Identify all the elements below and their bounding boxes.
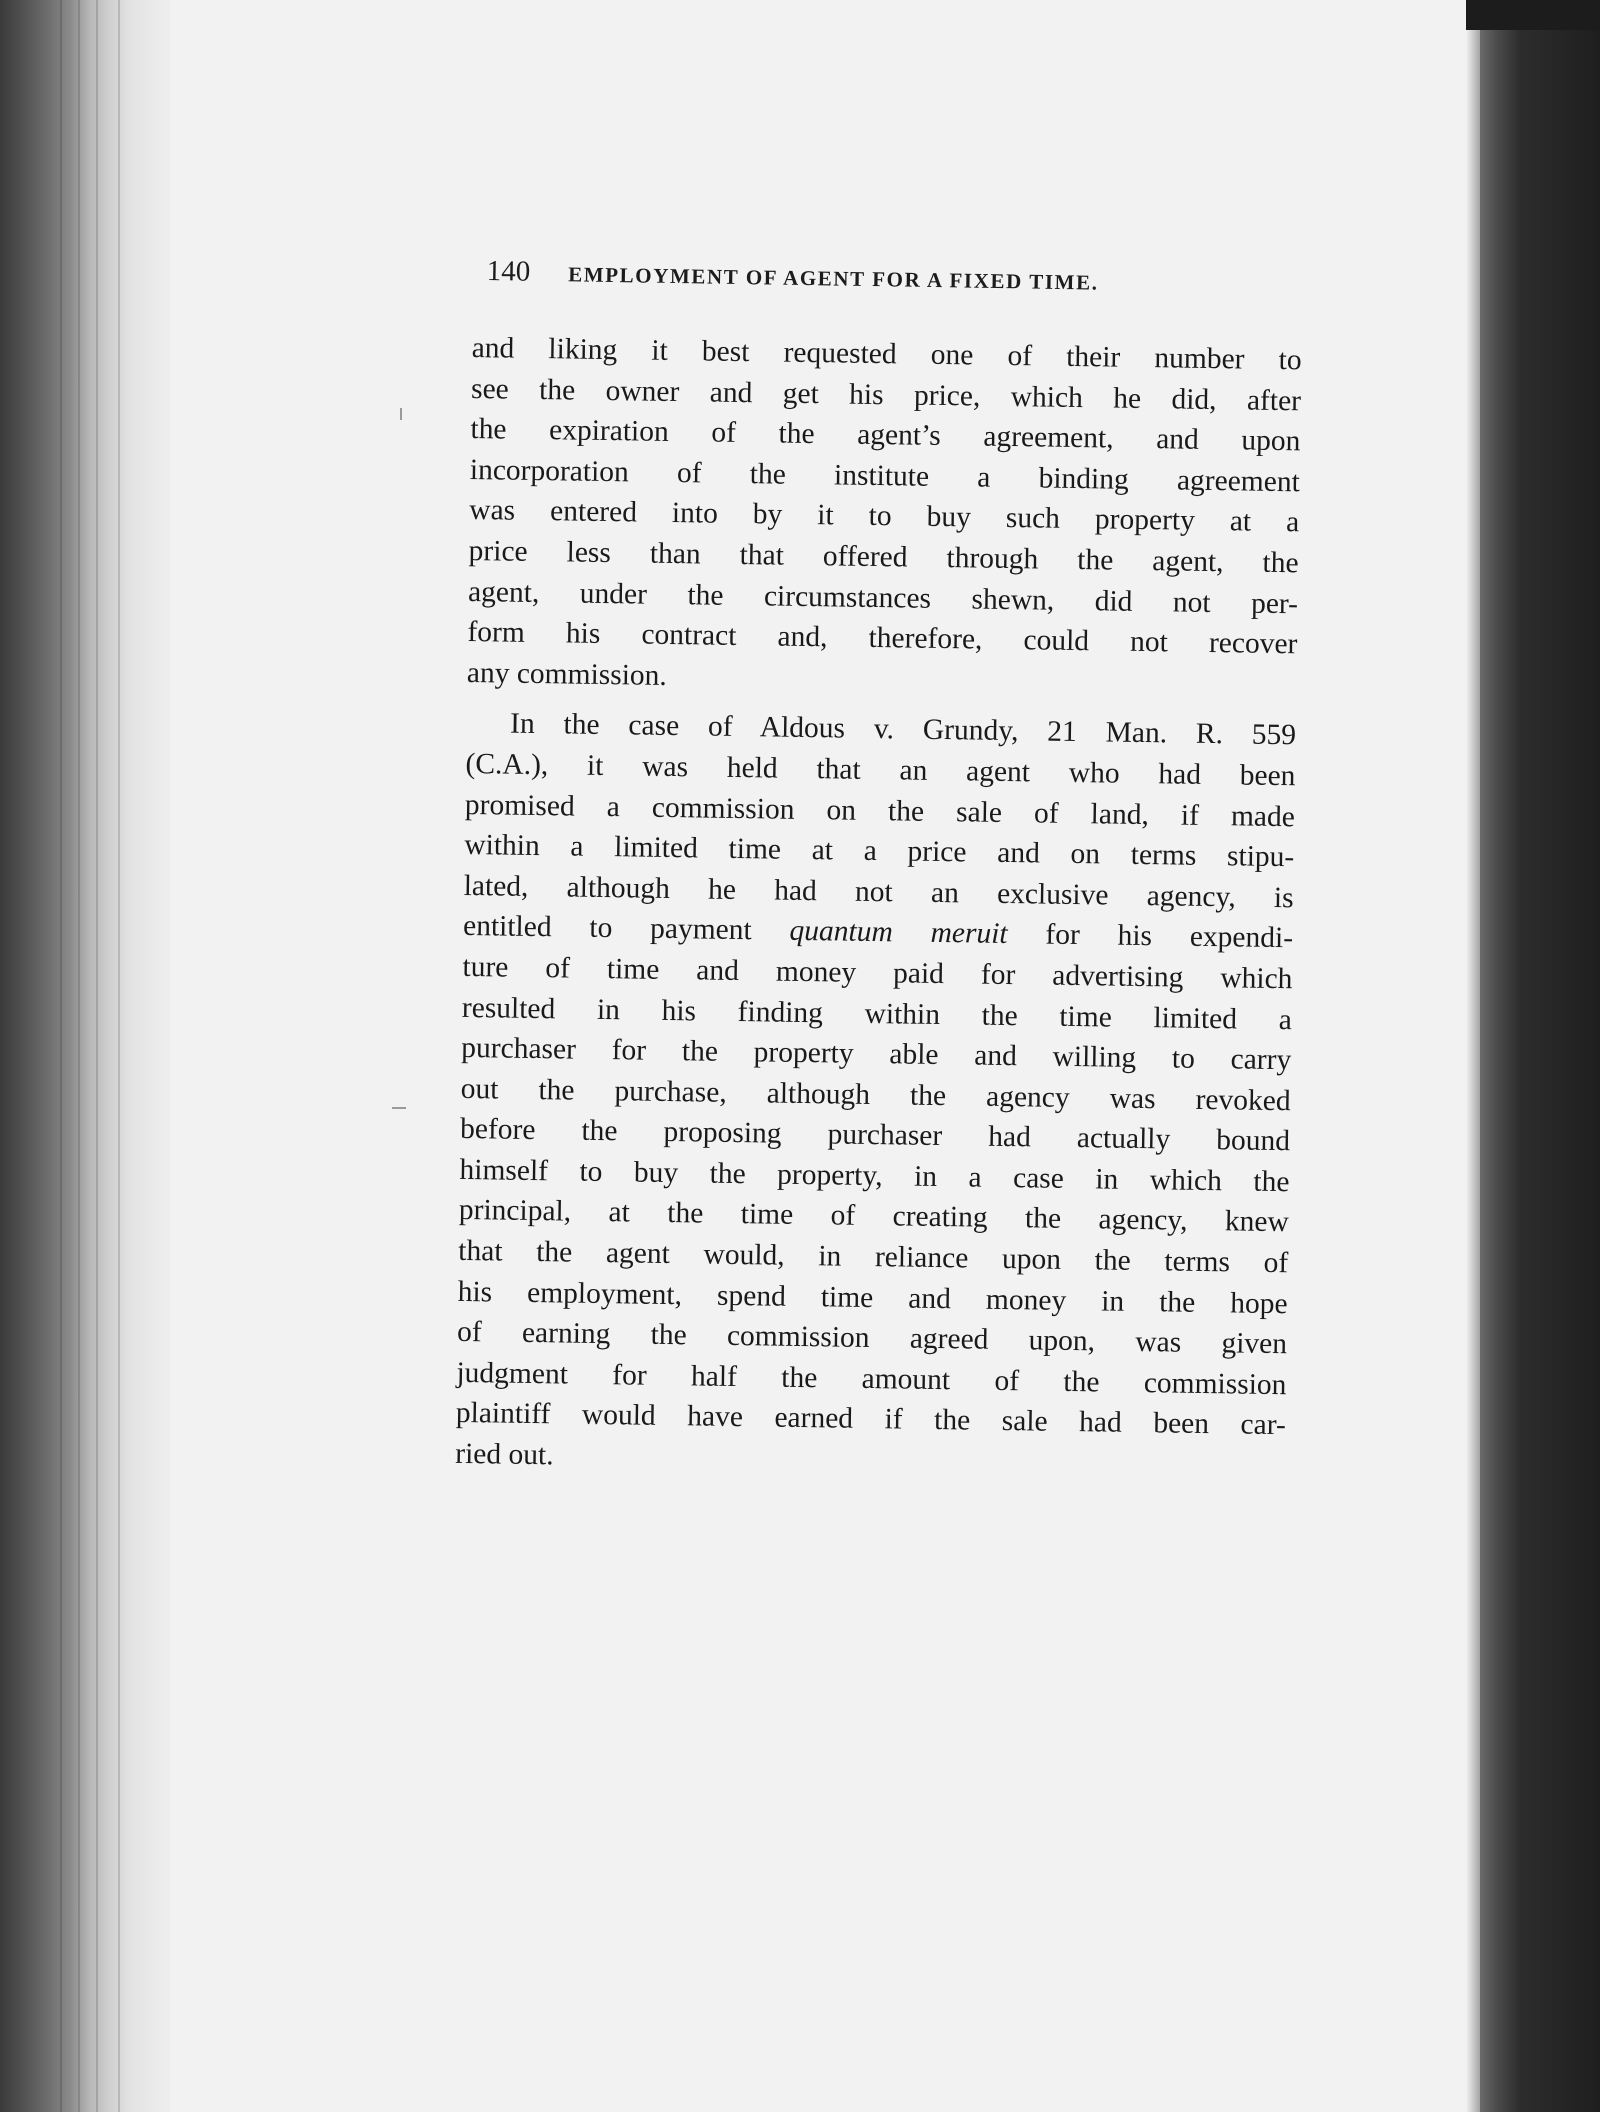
- scan-top-band: [1466, 0, 1600, 30]
- text-line: price less than that offered through the agent, the: [468, 534, 1299, 580]
- text-line: lated, although he had not an exclusive agency, is: [463, 869, 1294, 914]
- italic-term: quantum meruit: [789, 915, 1008, 951]
- text-line: (C.A.), it was held that an agent who had been: [465, 747, 1296, 793]
- stray-mark: [392, 1107, 406, 1109]
- text-line: form his contract and, therefore, could not recover: [467, 616, 1298, 661]
- page-stack-line: [78, 0, 80, 2112]
- text-line: see the owner and get his price, which he did, after: [470, 372, 1302, 417]
- text-line: resulted in his finding within the time limited a: [461, 991, 1293, 1036]
- page-stack-line: [96, 0, 98, 2112]
- text-line: within a limited time at a price and on terms stipu-: [464, 829, 1295, 874]
- text-line: principal, at the time of creating the agency, knew: [458, 1194, 1290, 1239]
- text-line: purchaser for the property able and willing to carry: [461, 1032, 1292, 1077]
- text-line: that the agent would, in reliance upon the terms of: [458, 1234, 1289, 1280]
- paragraph-1: [467, 328, 1302, 706]
- text-line: incorporation of the institute a binding agreement: [469, 453, 1301, 499]
- text-line: ture of time and money paid for advertising which: [462, 950, 1293, 996]
- adjacent-book-cover: [1480, 30, 1600, 2112]
- paragraph-2: [455, 703, 1296, 1487]
- text-line: In the case of Aldous v. Grundy, 21 Man. R. 559: [509, 707, 1297, 752]
- text-line: of earning the commission agreed upon, was given: [456, 1316, 1288, 1361]
- text-line: agent, under the circumstances shewn, did not per-: [467, 575, 1299, 620]
- text-line: out the purchase, although the agency was revoked: [460, 1072, 1291, 1117]
- text-line: and liking it best requested one of their number to: [471, 331, 1302, 377]
- text-line: his employment, spend time and money in the hope: [457, 1275, 1288, 1320]
- text-line: any commission.: [466, 656, 668, 692]
- text-run: entitled to payment: [462, 910, 790, 948]
- page-number: 140: [486, 255, 531, 288]
- body-text: [455, 328, 1302, 1487]
- page-stack-line: [118, 0, 120, 2112]
- text-line: promised a commission on the sale of land, if made: [464, 788, 1296, 833]
- text-run: for his expendi-: [1007, 918, 1294, 955]
- text-line: judgment for half the amount of the commission: [456, 1356, 1287, 1402]
- text-line: ried out.: [455, 1437, 554, 1472]
- text-line: the expiration of the agent’s agreement, and upon: [470, 413, 1301, 458]
- text-line: plaintiff would have earned if the sale had been car-: [455, 1397, 1287, 1442]
- stray-mark: [400, 408, 402, 420]
- text-line: before the proposing purchaser had actually bound: [459, 1113, 1291, 1158]
- text-line: himself to buy the property, in a case in which the: [459, 1153, 1290, 1199]
- running-title: EMPLOYMENT OF AGENT FOR A FIXED TIME.: [568, 262, 1099, 295]
- text-line: was entered into by it to buy such property at a: [469, 494, 1300, 539]
- page-stack-line: [60, 0, 62, 2112]
